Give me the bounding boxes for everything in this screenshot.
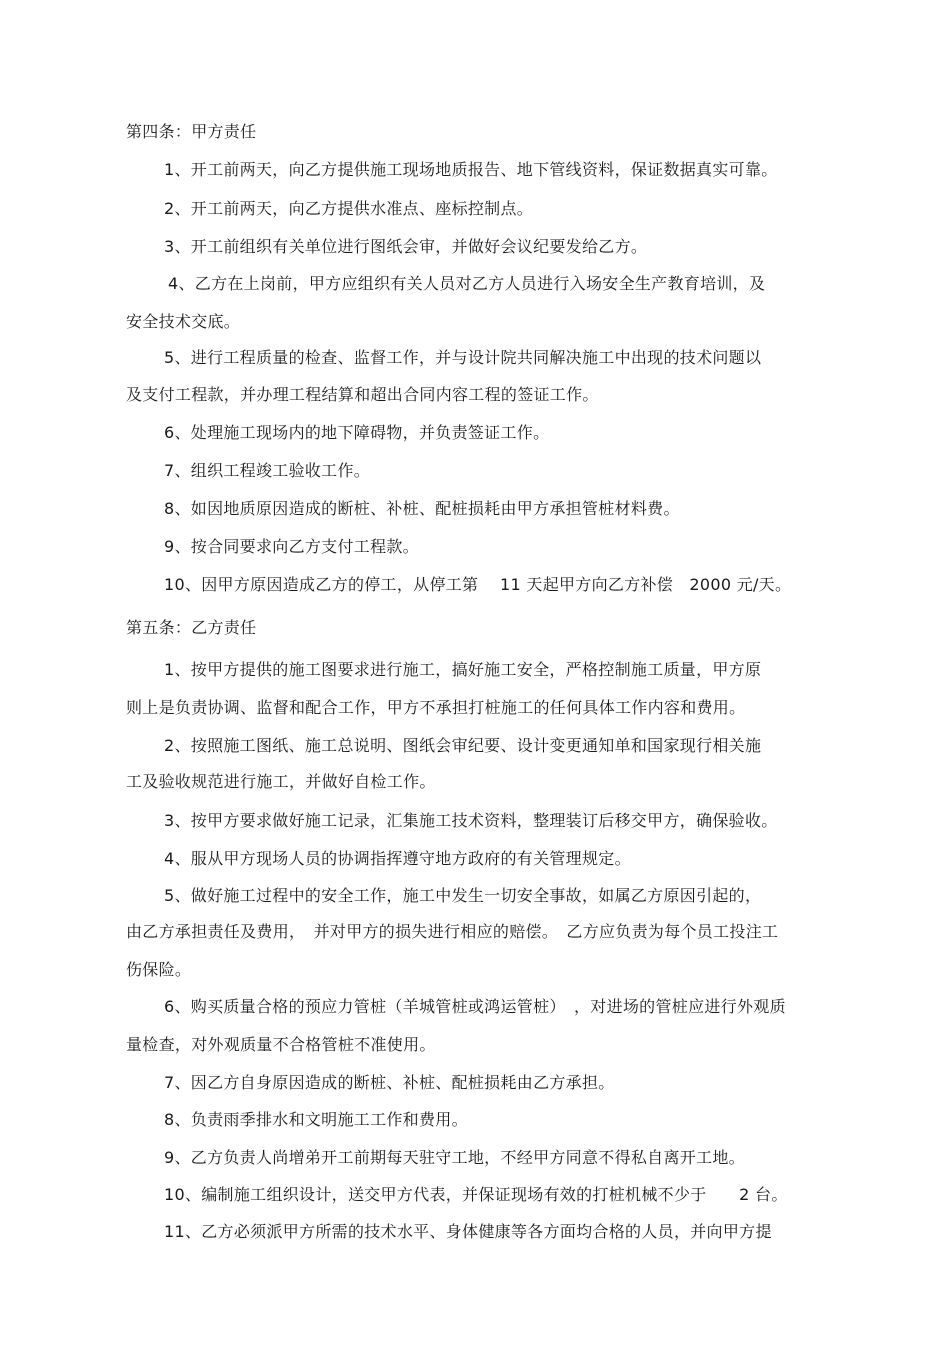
clause-4-8: 8、如因地质原因造成的断桩、补桩、配桩损耗由甲方承担管桩材料费。 — [164, 499, 680, 518]
clause-4-6: 6、处理施工现场内的地下障碍物，并负责签证工作。 — [164, 423, 550, 442]
clause-4-3: 3、开工前组织有关单位进行图纸会审，并做好会议纪要发给乙方。 — [164, 237, 648, 256]
clause-4-9: 9、按合同要求向乙方支付工程款。 — [164, 537, 419, 556]
clause-5-8: 8、负责雨季排水和文明施工工作和费用。 — [164, 1110, 468, 1129]
clause-5-4: 4、服从甲方现场人员的协调指挥遵守地方政府的有关管理规定。 — [164, 849, 631, 868]
clause-4-5: 5、进行工程质量的检查、监督工作，并与设计院共同解决施工中出现的技术问题以 — [164, 348, 762, 367]
clause-5-3: 3、按甲方要求做好施工记录，汇集施工技术资料，整理装订后移交甲方，确保验收。 — [164, 811, 778, 830]
clause-5-11: 11、乙方必须派甲方所需的技术水平、身体健康等各方面均合格的人员，并向甲方提 — [164, 1222, 772, 1241]
section-heading-5: 第五条：乙方责任 — [126, 618, 257, 637]
clause-4-4-cont: 安全技术交底。 — [126, 312, 241, 331]
clause-5-7: 7、因乙方自身原因造成的断桩、补桩、配桩损耗由乙方承担。 — [164, 1073, 615, 1092]
clause-5-2-cont: 工及验收规范进行施工，并做好自检工作。 — [126, 772, 436, 791]
section-heading-4: 第四条：甲方责任 — [126, 122, 257, 141]
clause-5-5-cont: 由乙方承担责任及费用， 并对甲方的损失进行相应的赔偿。 乙方应负责为每个员工投注工 — [126, 922, 779, 941]
clause-5-6-cont: 量检查，对外观质量不合格管桩不准使用。 — [126, 1035, 436, 1054]
clause-4-1: 1、开工前两天，向乙方提供施工现场地质报告、地下管线资料，保证数据真实可靠。 — [164, 160, 778, 179]
clause-4-7: 7、组织工程竣工验收工作。 — [164, 461, 371, 480]
clause-4-5-cont: 及支付工程款，并办理工程结算和超出合同内容工程的签证工作。 — [126, 385, 599, 404]
clause-5-5-cont2: 伤保险。 — [126, 960, 192, 979]
clause-5-2: 2、按照施工图纸、施工总说明、图纸会审纪要、设计变更通知单和国家现行相关施 — [164, 736, 762, 755]
clause-5-5: 5、做好施工过程中的安全工作，施工中发生一切安全事故，如属乙方原因引起的， — [164, 886, 762, 905]
clause-5-6: 6、购买质量合格的预应力管桩（羊城管桩或鸿运管桩） ，对进场的管桩应进行外观质 — [164, 997, 786, 1016]
clause-5-1-cont: 则上是负责协调、监督和配合工作，甲方不承担打桩施工的任何具体工作内容和费用。 — [126, 698, 746, 717]
clause-4-2: 2、开工前两天，向乙方提供水准点、座标控制点。 — [164, 199, 534, 218]
clause-5-9: 9、乙方负责人尚增弟开工前期每天驻守工地，不经甲方同意不得私自离开工地。 — [164, 1148, 745, 1167]
clause-5-10: 10、编制施工组织设计，送交甲方代表，并保证现场有效的打桩机械不少于 2 台。 — [164, 1185, 788, 1204]
clause-5-1: 1、按甲方提供的施工图要求进行施工，搞好施工安全，严格控制施工质量，甲方原 — [164, 660, 762, 679]
clause-4-10: 10、因甲方原因造成乙方的停工，从停工第 11 天起甲方向乙方补偿 2000 元/天。 — [164, 575, 792, 594]
clause-4-4: 4、乙方在上岗前，甲方应组织有关人员对乙方人员进行入场安全生产教育培训，及 — [168, 274, 766, 293]
